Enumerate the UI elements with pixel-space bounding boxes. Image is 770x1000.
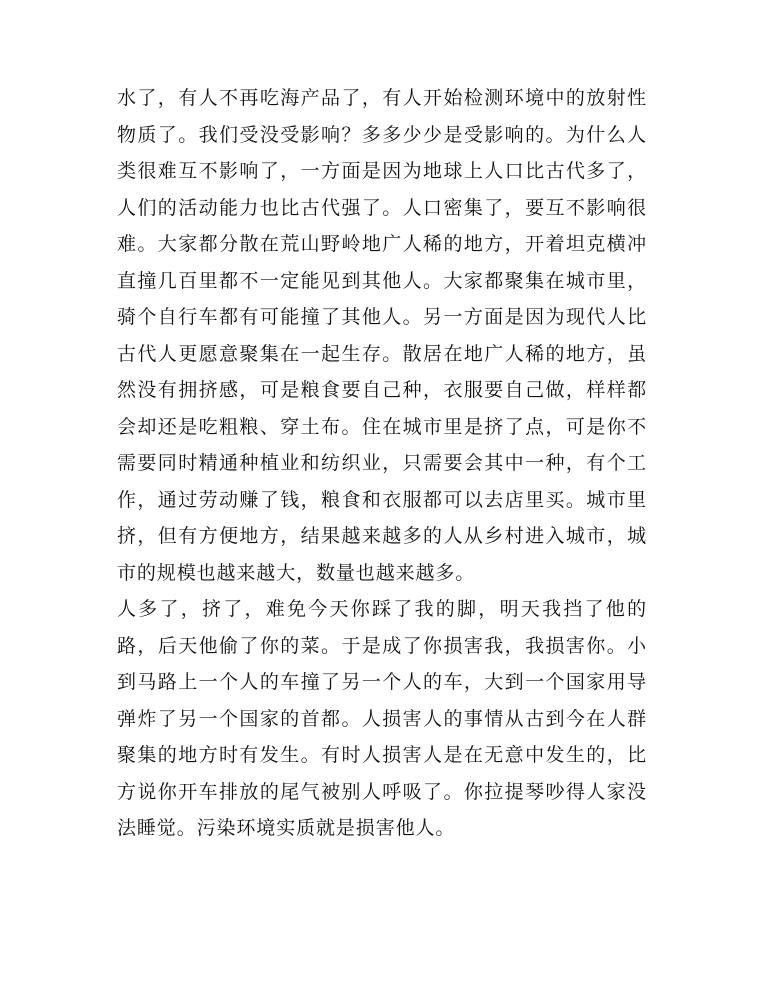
document-page [117,80,647,847]
paragraph-1: 水了，有人不再吃海产品了，有人开始检测环境中的放射性物质了。我们受没受影响？多多少少是受影响的。为什么人类很难互不影响了，一方面是因为地球上人口比古代多了，人们的活动能力也比古代强了。人口密集了，要互不影响很难。大家都分散在荒山野岭地广人稀的地方，开着坦克横冲直撞几百里都不一定能见到其他人。大家都聚集在城市里，骑个自行车都有可能撞了其他人。另一方面是因为现代人比古代人更愿意聚集在一起生存。散居在地广人稀的地方，虽然没有拥挤感，可是粮食要自己种，衣服要自己做，样样都会却还是吃粗粮、穿土布。住在城市里是挤了点，可是你不需要同时精通种植业和纺织业，只需要会其中一种，有个工作，通过劳动赚了钱，粮食和衣服都可以去店里买。城市里挤，但有方便地方，结果越来越多的人从乡村进入城市，城市的规模也越来越大，数量也越来越多。 [117,87,647,584]
paragraph-2: 人多了，挤了，难免今天你踩了我的脚，明天我挡了他的路，后天他偷了你的菜。于是成了你损害我，我损害你。小到马路上一个人的车撞了另一个人的车，大到一个国家用导弹炸了另一个国家的首都。人损害人的事情从古到今在人群聚集的地方时有发生。有时人损害人是在无意中发生的，比方说你开车排放的尾气被别人呼吸了。你拉提琴吵得人家没法睡觉。污染环境实质就是损害他人。 [117,598,647,839]
